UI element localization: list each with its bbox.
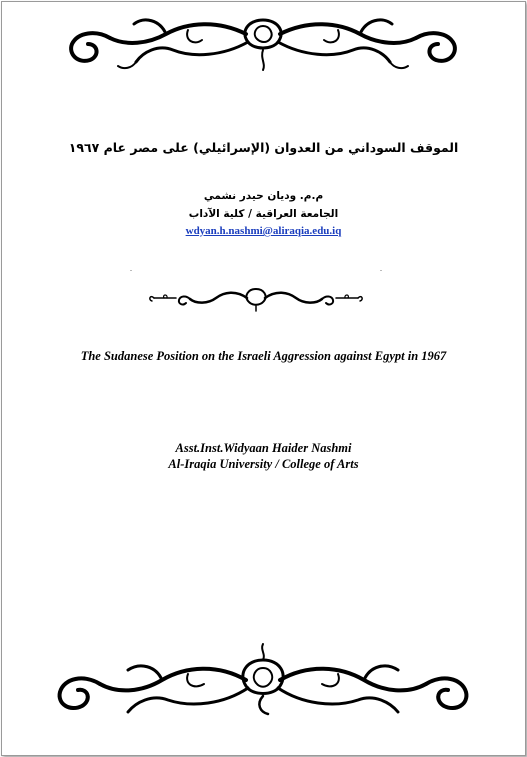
faint-mark-left [130,270,132,271]
author-email-link[interactable]: wdyan.h.nashmi@aliraqia.edu.iq [185,225,342,237]
faint-mark-right [380,270,382,271]
top-flourish-ornament [48,12,478,74]
english-author-name: Asst.Inst.Widyaan Haider Nashmi [175,441,352,455]
arabic-affiliation: الجامعة العراقية / كلية الآداب [188,208,339,220]
middle-scroll-divider-ornament [146,286,366,312]
arabic-title: الموقف السوداني من العدوان (الإسرائيلي) على مصر عام ١٩٦٧ [68,140,459,155]
english-title: The Sudanese Position on the Israeli Aggression against Egypt in 1967 [80,349,447,363]
bottom-flourish-ornament [48,640,478,720]
arabic-author-name: م.م. وديان حيدر نشمي [203,190,324,202]
english-affiliation: Al-Iraqia University / College of Arts [168,457,359,471]
